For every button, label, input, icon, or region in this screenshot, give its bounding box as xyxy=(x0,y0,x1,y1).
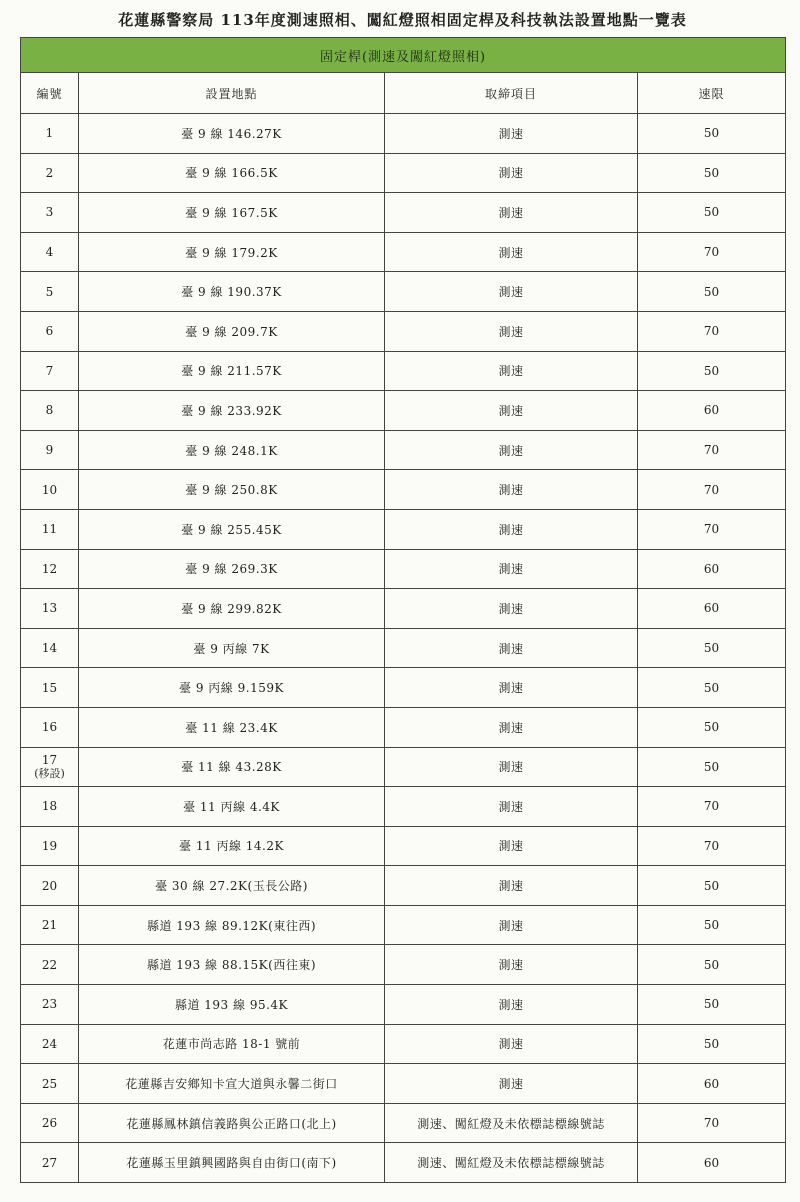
row-speed-limit: 50 xyxy=(638,114,786,154)
row-location: 縣道 193 線 89.12K(東往西) xyxy=(79,905,385,945)
table-row xyxy=(21,589,786,629)
table-row xyxy=(21,430,786,470)
row-location: 臺 9 線 211.57K xyxy=(79,351,385,391)
row-enforcement-item: 測速 xyxy=(385,628,638,668)
row-number: 1 xyxy=(21,114,79,154)
row-speed-limit: 70 xyxy=(638,826,786,866)
table-row xyxy=(21,866,786,906)
row-location: 臺 9 丙線 9.159K xyxy=(79,668,385,708)
table-row xyxy=(21,549,786,589)
row-number: 8 xyxy=(21,391,79,431)
table-row xyxy=(21,351,786,391)
row-speed-limit: 50 xyxy=(638,193,786,233)
header-item: 取締項目 xyxy=(385,73,638,114)
row-number: 25 xyxy=(21,1064,79,1104)
table-row xyxy=(21,509,786,549)
row-enforcement-item: 測速 xyxy=(385,549,638,589)
row-enforcement-item: 測速 xyxy=(385,272,638,312)
row-speed-limit: 50 xyxy=(638,905,786,945)
row-number: 22 xyxy=(21,945,79,985)
row-enforcement-item: 測速 xyxy=(385,866,638,906)
row-enforcement-item: 測速 xyxy=(385,787,638,827)
header-limit: 速限 xyxy=(638,73,786,114)
row-speed-limit: 50 xyxy=(638,747,786,787)
row-enforcement-item: 測速 xyxy=(385,153,638,193)
row-speed-limit: 50 xyxy=(638,668,786,708)
table-row xyxy=(21,707,786,747)
table-row xyxy=(21,1064,786,1104)
row-location: 臺 11 丙線 4.4K xyxy=(79,787,385,827)
row-speed-limit: 50 xyxy=(638,1024,786,1064)
row-enforcement-item: 測速 xyxy=(385,351,638,391)
row-location: 花蓮縣吉安鄉知卡宣大道與永馨二街口 xyxy=(79,1064,385,1104)
row-enforcement-item: 測速 xyxy=(385,589,638,629)
row-number xyxy=(21,747,79,787)
row-location: 臺 9 線 250.8K xyxy=(79,470,385,510)
row-speed-limit: 70 xyxy=(638,430,786,470)
row-number: 13 xyxy=(21,589,79,629)
row-number: 9 xyxy=(21,430,79,470)
row-location: 臺 11 線 43.28K xyxy=(79,747,385,787)
row-location: 臺 9 線 146.27K xyxy=(79,114,385,154)
row-speed-limit: 60 xyxy=(638,589,786,629)
row-number: 20 xyxy=(21,866,79,906)
row-location: 臺 11 丙線 14.2K xyxy=(79,826,385,866)
row-number: 5 xyxy=(21,272,79,312)
section-banner-row xyxy=(21,38,786,73)
row-location: 花蓮縣鳳林鎮信義路與公正路口(北上) xyxy=(79,1103,385,1143)
row-speed-limit: 70 xyxy=(638,787,786,827)
row-enforcement-item: 測速 xyxy=(385,232,638,272)
row-location: 臺 9 線 233.92K xyxy=(79,391,385,431)
table-row xyxy=(21,272,786,312)
row-number: 3 xyxy=(21,193,79,233)
row-number: 24 xyxy=(21,1024,79,1064)
row-speed-limit: 50 xyxy=(638,628,786,668)
table-row xyxy=(21,747,786,787)
row-number-note: (移設) xyxy=(34,766,65,780)
row-speed-limit: 50 xyxy=(638,866,786,906)
row-speed-limit: 70 xyxy=(638,232,786,272)
table-row xyxy=(21,668,786,708)
table-row xyxy=(21,470,786,510)
row-enforcement-item: 測速 xyxy=(385,945,638,985)
document-title: 花蓮縣警察局 113年度測速照相、闖紅燈照相固定桿及科技執法設置地點一覽表 xyxy=(118,11,687,29)
row-location: 臺 9 線 269.3K xyxy=(79,549,385,589)
row-enforcement-item: 測速 xyxy=(385,826,638,866)
row-enforcement-item: 測速 xyxy=(385,985,638,1025)
row-speed-limit: 70 xyxy=(638,1103,786,1143)
table-row xyxy=(21,311,786,351)
table-row xyxy=(21,945,786,985)
row-enforcement-item: 測速 xyxy=(385,1024,638,1064)
table-row xyxy=(21,153,786,193)
section-banner: 固定桿(測速及闖紅燈照相) xyxy=(21,38,786,73)
row-speed-limit: 60 xyxy=(638,549,786,589)
row-number-value: 17 xyxy=(41,752,58,767)
table-row xyxy=(21,787,786,827)
row-location: 臺 9 線 179.2K xyxy=(79,232,385,272)
row-speed-limit: 50 xyxy=(638,351,786,391)
row-location: 臺 11 線 23.4K xyxy=(79,707,385,747)
row-location: 臺 9 線 248.1K xyxy=(79,430,385,470)
row-enforcement-item: 測速 xyxy=(385,430,638,470)
table-row xyxy=(21,985,786,1025)
row-number: 26 xyxy=(21,1103,79,1143)
row-enforcement-item: 測速 xyxy=(385,509,638,549)
table-row xyxy=(21,391,786,431)
row-speed-limit: 60 xyxy=(638,1064,786,1104)
row-enforcement-item: 測速 xyxy=(385,668,638,708)
row-number: 7 xyxy=(21,351,79,391)
table-row xyxy=(21,232,786,272)
row-enforcement-item: 測速 xyxy=(385,193,638,233)
row-enforcement-item: 測速 xyxy=(385,391,638,431)
table-row xyxy=(21,1143,786,1183)
table-row xyxy=(21,905,786,945)
row-location: 臺 9 線 299.82K xyxy=(79,589,385,629)
header-no: 編號 xyxy=(21,73,79,114)
row-enforcement-item: 測速 xyxy=(385,311,638,351)
row-number: 2 xyxy=(21,153,79,193)
row-enforcement-item: 測速 xyxy=(385,1064,638,1104)
row-number: 14 xyxy=(21,628,79,668)
row-number: 4 xyxy=(21,232,79,272)
row-location: 臺 30 線 27.2K(玉長公路) xyxy=(79,866,385,906)
row-number: 6 xyxy=(21,311,79,351)
table-row xyxy=(21,1103,786,1143)
row-location: 臺 9 丙線 7K xyxy=(79,628,385,668)
row-location: 臺 9 線 209.7K xyxy=(79,311,385,351)
table-row xyxy=(21,628,786,668)
row-number: 18 xyxy=(21,787,79,827)
row-location: 臺 9 線 255.45K xyxy=(79,509,385,549)
row-location: 縣道 193 線 88.15K(西往東) xyxy=(79,945,385,985)
row-speed-limit: 60 xyxy=(638,1143,786,1183)
location-table xyxy=(20,37,786,1183)
row-speed-limit: 70 xyxy=(638,470,786,510)
row-number: 21 xyxy=(21,905,79,945)
row-number: 27 xyxy=(21,1143,79,1183)
table-row xyxy=(21,193,786,233)
row-number: 19 xyxy=(21,826,79,866)
row-number: 16 xyxy=(21,707,79,747)
row-location: 花蓮縣玉里鎮興國路與自由街口(南下) xyxy=(79,1143,385,1183)
header-location: 設置地點 xyxy=(79,73,385,114)
row-enforcement-item: 測速 xyxy=(385,905,638,945)
row-speed-limit: 70 xyxy=(638,509,786,549)
row-enforcement-item: 測速 xyxy=(385,747,638,787)
row-location: 臺 9 線 167.5K xyxy=(79,193,385,233)
row-number: 11 xyxy=(21,509,79,549)
row-speed-limit: 60 xyxy=(638,391,786,431)
row-location: 臺 9 線 166.5K xyxy=(79,153,385,193)
row-number: 15 xyxy=(21,668,79,708)
row-location: 縣道 193 線 95.4K xyxy=(79,985,385,1025)
row-number: 10 xyxy=(21,470,79,510)
row-speed-limit: 70 xyxy=(638,311,786,351)
row-enforcement-item: 測速 xyxy=(385,470,638,510)
table-row xyxy=(21,1024,786,1064)
row-enforcement-item: 測速、闖紅燈及未依標誌標線號誌 xyxy=(385,1143,638,1183)
row-speed-limit: 50 xyxy=(638,153,786,193)
row-enforcement-item: 測速 xyxy=(385,114,638,154)
row-speed-limit: 50 xyxy=(638,985,786,1025)
row-number: 23 xyxy=(21,985,79,1025)
row-number: 12 xyxy=(21,549,79,589)
row-location: 花蓮市尚志路 18-1 號前 xyxy=(79,1024,385,1064)
row-speed-limit: 50 xyxy=(638,272,786,312)
table-row xyxy=(21,114,786,154)
row-speed-limit: 50 xyxy=(638,945,786,985)
table-row xyxy=(21,826,786,866)
row-enforcement-item: 測速、闖紅燈及未依標誌標線號誌 xyxy=(385,1103,638,1143)
row-speed-limit: 50 xyxy=(638,707,786,747)
row-enforcement-item: 測速 xyxy=(385,707,638,747)
table-header-row xyxy=(21,73,786,114)
row-location: 臺 9 線 190.37K xyxy=(79,272,385,312)
